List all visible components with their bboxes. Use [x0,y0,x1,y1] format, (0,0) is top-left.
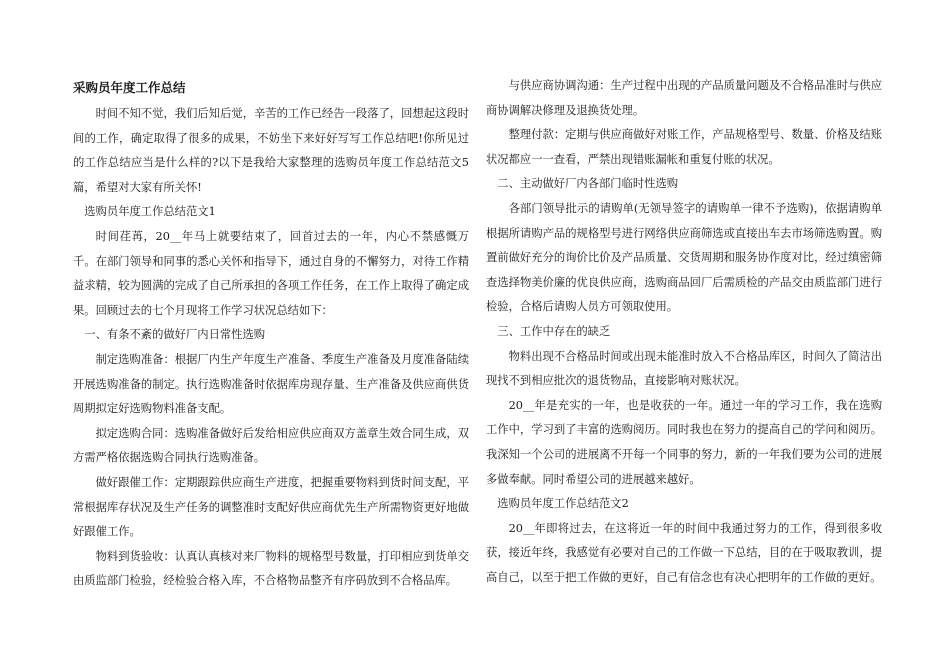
document-title: 采购员年度工作总结 [73,80,186,95]
body-paragraph: 整理付款：定期与供应商做好对账工作，产品规格型号、数量、价格及结账状况都应一一查看，严禁出现错账漏帐和重复付账的状况。 [486,128,882,166]
section-heading-daily-purchasing: 一、有条不紊的做好厂内日常性选购 [84,328,266,342]
intro-paragraph: 时间不知不觉，我们后知后觉，辛苦的工作已经告一段落了，回想起这段时间的工作，确定取得了很多的成果，不妨坐下来好好写写工作总结吧!你所见过的工作总结应当是什么样的?以下是我给大家整理的选购员年度工作总结范文5篇，希望对大家有所关怀! [73,107,469,194]
body-paragraph: 制定选购准备：根据厂内生产年度生产准备、季度生产准备及月度准备陆续开展选购准备的制定。执行选购准备时依据库房现存量、生产准备及供应商供货周期拟定好选购物料准备支配。 [73,352,469,416]
body-paragraph: 时间荏苒，20__年马上就要结束了，回首过去的一年，内心不禁感慨万千。在部门领导和同事的悉心关怀和指导下，通过自身的不懈努力，对待工作精益求精，较为圆满的完成了自己所承担的各项工作任务，在工作上取得了确定成果。回顾过去的七个月现将工作学习状况总结如下： [73,229,469,317]
body-paragraph: 20__年是充实的一年，也是收获的一年。通过一年的学习工作，我在选购工作中，学习到了丰富的选购阅历。同时我也在努力的提高自己的学问和阅历。我深知一个公司的进展离不开每一个同事的努力，新的一年我们要为公司的进展多做奉献。同时希望公司的进展越来越好。 [486,398,882,486]
right-column [486,74,882,590]
body-paragraph: 与供应商协调沟通：生产过程中出现的产品质量问题及不合格品准时与供应商协调解决修理及退换货处理。 [486,79,882,117]
body-paragraph: 20__年即将过去，在这将近一年的时间中我通过努力的工作，得到很多收获，接近年终，我感觉有必要对自己的工作做一下总结，目的在于吸取教训，提高自己，以至于把工作做的更好，自己有信念也有决心把明年的工作做的更好。 [486,521,882,584]
section-heading-sample-2: 选购员年度工作总结范文2 [497,497,629,511]
section-heading-temporary-purchasing: 二、主动做好厂内各部门临时性选购 [497,177,679,191]
body-paragraph: 物料出现不合格品时间或出现未能准时放入不合格品库区，时间久了简洁出现找不到相应批次的退货物品，直接影响对账状况。 [486,349,882,388]
left-column [73,76,469,594]
section-heading-shortcomings: 三、工作中存在的缺乏 [497,324,611,338]
body-paragraph: 各部门领导批示的请购单(无领导签字的请购单一律不予选购)，依据请购单根据所请购产品的规格型号进行网络供应商筛选或直接出车去市场筛选购置。购置前做好充分的询价比价及产品质量、交货周期和服务协作度对比，经过缜密筛查选择物美价廉的优良供应商，选购商品回厂后需质检的产品交由质监部门进行检验，合格后请购人员方可领取使用。 [486,201,882,314]
body-paragraph: 物料到货验收：认真认真核对来厂物料的规格型号数量，打印相应到货单交由质监部门检验，经检验合格入库，不合格物品整齐有序码放到不合格品库。 [73,549,469,588]
body-paragraph: 做好跟催工作：定期跟踪供应商生产进度，把握重要物料到货时间支配，平常根据库存状况及生产任务的调整准时支配好供应商优先生产所需物资更好地做好跟催工作。 [73,475,469,539]
body-paragraph: 拟定选购合同：选购准备做好后发给相应供应商双方盖章生效合同生成，双方需严格依据选购合同执行选购准备。 [73,426,469,465]
section-heading-sample-1: 选购员年度工作总结范文1 [84,205,216,219]
